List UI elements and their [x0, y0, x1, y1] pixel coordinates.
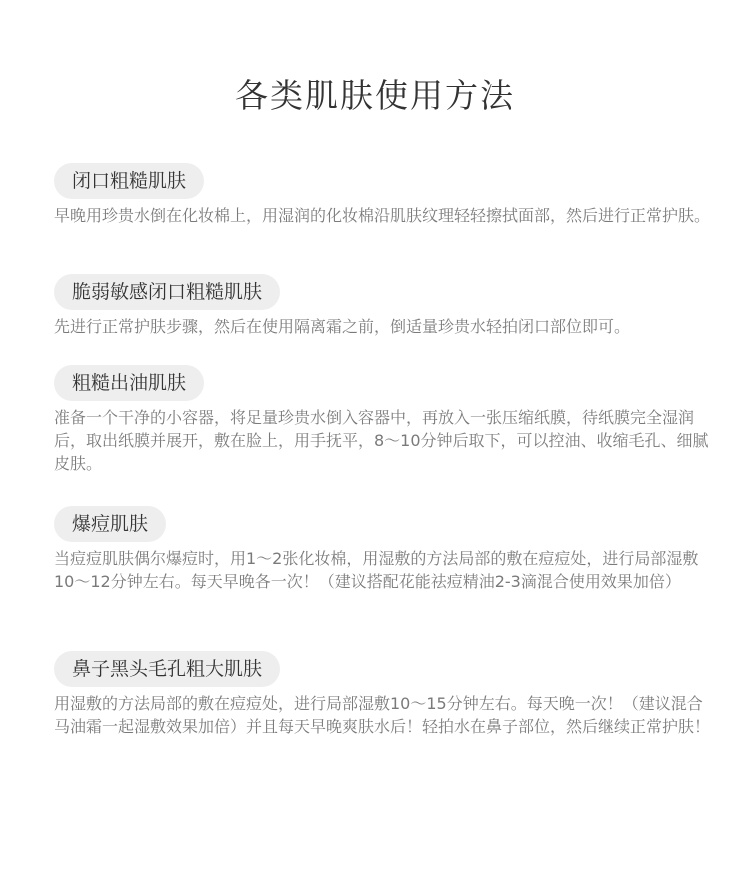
section-blackhead-pore-skin — [54, 651, 714, 738]
section-description: 早晚用珍贵水倒在化妆棉上，用湿润的化妆棉沿肌肤纹理轻轻擦拭面部，然后进行正常护肤。 — [54, 206, 711, 225]
section-description: 先进行正常护肤步骤，然后在使用隔离霜之前，倒适量珍贵水轻拍闭口部位即可。 — [54, 317, 631, 336]
section-label: 粗糙出油肌肤 — [54, 365, 204, 401]
section-label: 脆弱敏感闭口粗糙肌肤 — [54, 274, 280, 310]
section-sensitive-closed-rough-skin — [54, 274, 714, 338]
section-description: 准备一个干净的小容器，将足量珍贵水倒入容器中，再放入一张压缩纸膜，待纸膜完全湿润后，取出纸膜并展开，敷在脸上，用手抚平，8～10分钟后取下，可以控油、收缩毛孔、细腻皮肤。 — [54, 408, 709, 473]
section-acne-skin — [54, 506, 714, 593]
section-closed-rough-skin — [54, 163, 714, 227]
section-description: 用湿敷的方法局部的敷在痘痘处，进行局部湿敷10～15分钟左右。每天晚一次！（建议混合马油霜一起湿敷效果加倍）并且每天早晚爽肤水后！轻拍水在鼻子部位，然后继续正常护肤！ — [54, 694, 711, 736]
section-label: 鼻子黑头毛孔粗大肌肤 — [54, 651, 280, 687]
section-label: 爆痘肌肤 — [54, 506, 166, 542]
page-title: 各类肌肤使用方法 — [235, 76, 515, 115]
section-label: 闭口粗糙肌肤 — [54, 163, 204, 199]
section-rough-oily-skin — [54, 365, 714, 475]
section-description: 当痘痘肌肤偶尔爆痘时，用1～2张化妆棉，用湿敷的方法局部的敷在痘痘处，进行局部湿敷10～12分钟左右。每天早晚各一次！（建议搭配花能祛痘精油2-3滴混合使用效果加倍） — [54, 549, 699, 591]
